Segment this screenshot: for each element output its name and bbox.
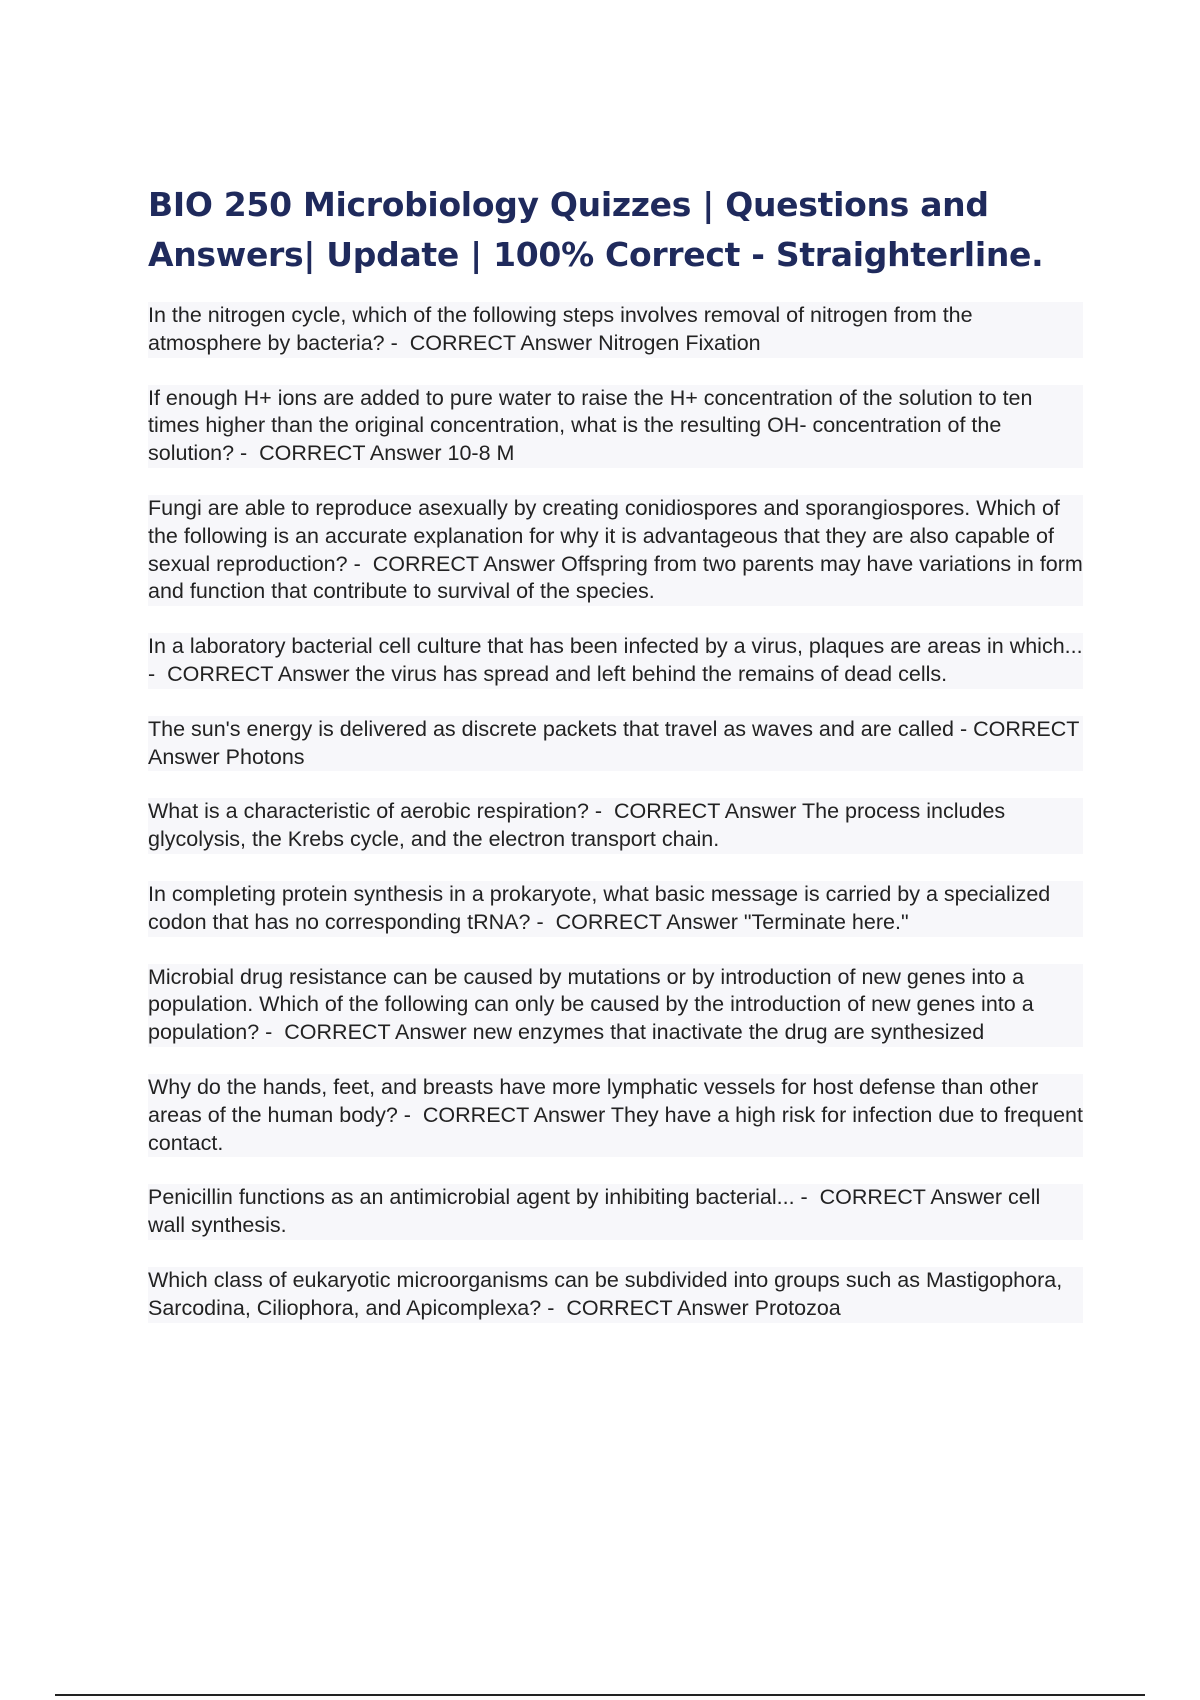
document-title: BIO 250 Microbiology Quizzes | Questions and Answers| Update | 100% Correct - Straighterline. [148, 185, 1044, 274]
qa-answer: CORRECT Answer 10-8 M [259, 441, 515, 466]
qa-item [148, 302, 1083, 358]
qa-answer: CORRECT Answer The process includes glycolysis, the Krebs cycle, and the electron transport chain. [148, 799, 1006, 852]
qa-item [148, 1184, 1083, 1240]
qa-question: In the nitrogen cycle, which of the following steps involves removal of nitrogen from the atmosphere by bacteria? - [148, 303, 973, 355]
footer-divider [55, 1694, 1145, 1696]
qa-question: Penicillin functions as an antimicrobial agent by inhibiting bacterial... - [148, 1185, 808, 1210]
qa-question: In a laboratory bacterial cell culture that has been infected by a virus, plaques are areas in which... - [148, 634, 1083, 686]
qa-question: The sun's energy is delivered as discrete packets that travel as waves and are called - [148, 716, 968, 741]
qa-item [148, 798, 1083, 854]
qa-item [148, 1074, 1083, 1157]
qa-item [148, 881, 1083, 937]
qa-item [148, 1267, 1083, 1323]
qa-question: Fungi are able to reproduce asexually by creating conidiospores and sporangiospores. Which of the following is an accurate explanation for why it is advantageous that they are also capable of sexual reproduction? - [148, 495, 1060, 576]
qa-item [148, 385, 1083, 468]
qa-answer: CORRECT Answer Offspring from two parents may have variations in form and function that contribute to survival of the species. [148, 551, 1083, 604]
qa-item [148, 633, 1083, 689]
qa-list [148, 302, 1083, 1350]
qa-question: Which class of eukaryotic microorganisms can be subdivided into groups such as Mastigophora, Sarcodina, Ciliophora, and Apicomplexa? - [148, 1267, 1063, 1320]
qa-question: Why do the hands, feet, and breasts have more lymphatic vessels for host defense than other areas of the human body? - [148, 1074, 1039, 1127]
qa-question: What is a characteristic of aerobic respiration? - [148, 799, 603, 824]
qa-item [148, 495, 1083, 606]
qa-item [148, 716, 1083, 772]
qa-answer: CORRECT Answer new enzymes that inactivate the drug are synthesized [284, 1020, 985, 1045]
qa-answer: CORRECT Answer cell wall synthesis. [148, 1185, 1041, 1238]
qa-answer: CORRECT Answer Protozoa [566, 1295, 841, 1320]
qa-answer: CORRECT Answer They have a high risk for infection due to frequent contact. [148, 1102, 1083, 1155]
qa-answer: CORRECT Answer Nitrogen Fixation [409, 330, 761, 355]
qa-question: Microbial drug resistance can be caused by mutations or by introduction of new genes into a population. Which of the following can only be caused by the introduction of new genes into a population? - [148, 964, 1034, 1045]
qa-answer: CORRECT Answer Photons [148, 716, 1080, 769]
qa-answer: CORRECT Answer "Terminate here." [555, 909, 909, 934]
qa-answer: CORRECT Answer the virus has spread and left behind the remains of dead cells. [167, 661, 948, 686]
qa-item [148, 964, 1083, 1047]
qa-question: If enough H+ ions are added to pure water to raise the H+ concentration of the solution to ten times higher than the original concentration, what is the resulting OH- concentration of the solution? - [148, 385, 1033, 466]
qa-question: In completing protein synthesis in a prokaryote, what basic message is carried by a specialized codon that has no corresponding tRNA? - [148, 881, 1051, 934]
